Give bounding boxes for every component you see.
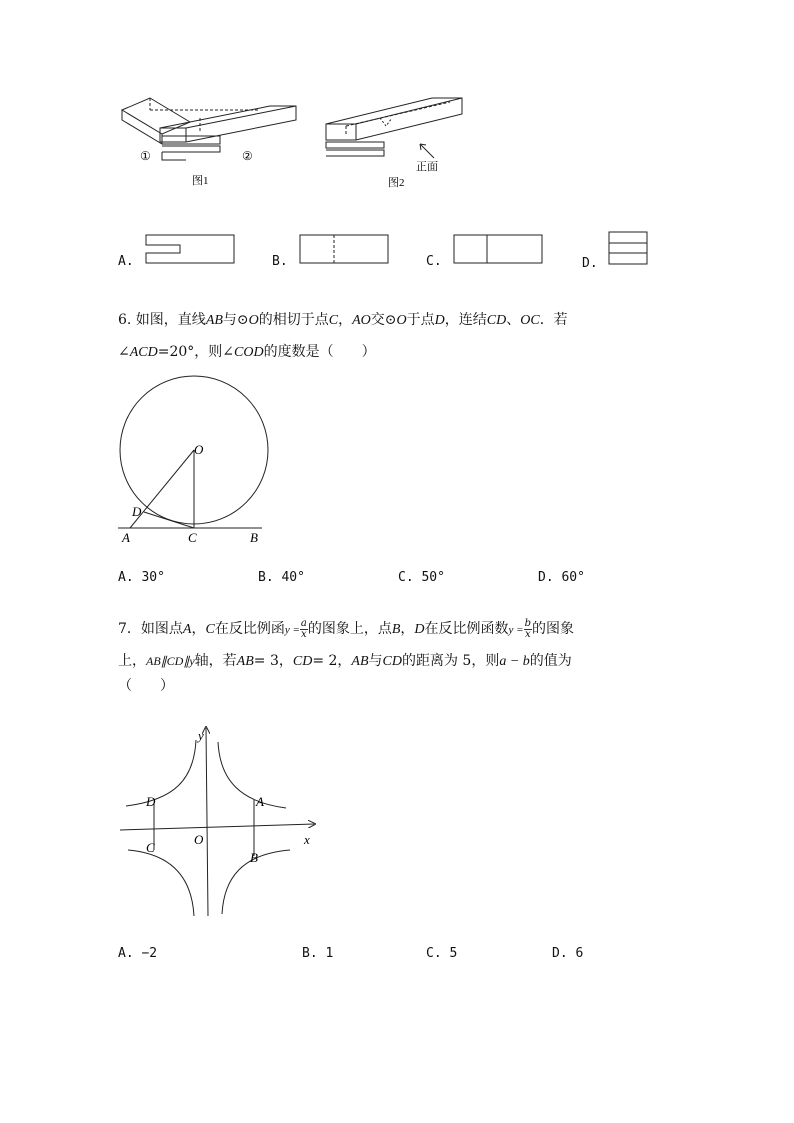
q5-option-c-view bbox=[452, 233, 546, 265]
label-o: O bbox=[194, 442, 204, 457]
fig2-caption: 图2 bbox=[388, 177, 405, 188]
q6-option-b: B. 40° bbox=[258, 570, 305, 585]
q7-option-a: A. −2 bbox=[118, 946, 158, 961]
label-b: B bbox=[250, 530, 258, 545]
q6-option-c: C. 50° bbox=[398, 570, 445, 585]
q7-stem-line2: 上，AB∥CD∥y轴，若AB= 3，CD= 2，AB与CD的距离为 5，则a − b的值为 bbox=[118, 653, 572, 669]
q5-option-c-letter: C. bbox=[426, 254, 442, 269]
q7-option-b: B. 1 bbox=[302, 946, 334, 961]
q6-stem-line1: 6. 如图，直线AB与⊙O的相切于点C，AO交⊙O于点D，连结CD、OC．若 bbox=[118, 312, 568, 328]
marker-2: ② bbox=[242, 149, 253, 163]
q6-stem-line2: ∠ACD=20°，则∠COD的度数是（ ） bbox=[118, 344, 376, 360]
label-b: B bbox=[250, 850, 258, 865]
q5-options bbox=[0, 230, 794, 275]
fig1-caption: 图1 bbox=[192, 175, 209, 187]
q5-option-a-view bbox=[144, 233, 238, 265]
marker-1: ① bbox=[140, 149, 151, 163]
label-d: D bbox=[132, 504, 142, 519]
fraction-b-over-x: $\frac{b}{x}$ bbox=[524, 617, 532, 640]
figure-2-box-structure bbox=[320, 88, 480, 188]
label-c: C bbox=[146, 840, 155, 855]
x-axis bbox=[120, 824, 314, 830]
q6-option-a: A. 30° bbox=[118, 570, 165, 585]
label-x: x bbox=[304, 832, 310, 847]
q6-circle-figure bbox=[110, 370, 290, 550]
curve-a-q3 bbox=[128, 850, 194, 916]
q7-stem-line3: （ ） bbox=[118, 678, 174, 694]
q6-option-d: D. 60° bbox=[538, 570, 585, 585]
q6-options bbox=[0, 570, 794, 590]
label-o: O bbox=[194, 832, 204, 847]
q5-option-b-view bbox=[298, 233, 392, 265]
curve-a-q1 bbox=[218, 742, 286, 808]
y-axis bbox=[206, 728, 208, 916]
front-label: 正面 bbox=[416, 161, 438, 173]
q5-option-d-view bbox=[607, 230, 651, 268]
curve-b-q2 bbox=[126, 740, 196, 806]
q7-hyperbola-figure bbox=[110, 720, 330, 920]
q7-options bbox=[0, 946, 794, 966]
fraction-a-over-x: $\frac{a}{x}$ bbox=[300, 617, 307, 640]
label-y: y bbox=[198, 728, 204, 743]
q7-stem-line1: 7．如图点A，C在反比例函y = $\frac{a}{x}$ 的图象上，点B，D在反比例函数y = $\frac{b}{x}$ 的图象 bbox=[118, 617, 575, 640]
label-c: C bbox=[188, 530, 197, 545]
q7-option-d: D. 6 bbox=[552, 946, 584, 961]
figure-1-box-structure bbox=[110, 88, 310, 188]
label-d: D bbox=[146, 794, 156, 809]
q5-option-a-letter: A. bbox=[118, 254, 134, 269]
q5-option-d-letter: D. bbox=[582, 256, 598, 271]
q5-option-b-letter: B. bbox=[272, 254, 288, 269]
segment-cd bbox=[144, 512, 194, 528]
label-a: A bbox=[256, 794, 264, 809]
q7-option-c: C. 5 bbox=[426, 946, 458, 961]
label-a: A bbox=[122, 530, 130, 545]
